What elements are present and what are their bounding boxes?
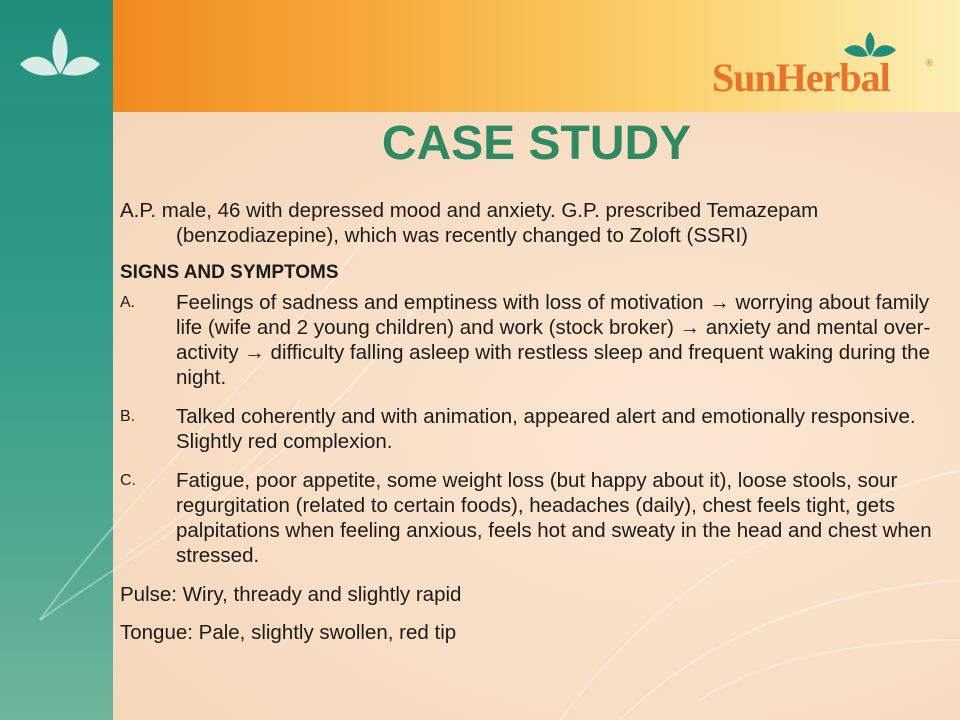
page-title: CASE STUDY: [381, 117, 692, 170]
tongue-line: Tongue: Pale, slightly swollen, red tip: [120, 621, 457, 644]
item-text: Fatigue, poor appetite, some weight loss (but happy about it), loose stools, sour regurgitation (related to certain foods), headaches (daily), chest feels tight, gets palpitations when feeling anxious, feels hot and sweaty in the head and chest when stressed.: [176, 469, 932, 567]
item-letter: B.: [120, 408, 136, 425]
item-letter: A.: [120, 294, 136, 311]
logo-registered-mark: ®: [926, 58, 933, 68]
symptom-item-a: [120, 290, 940, 390]
signs-heading: SIGNS AND SYMPTOMS: [120, 262, 339, 283]
case-content: [120, 198, 940, 658]
item-letter: C.: [120, 472, 136, 489]
symptom-item-c: [120, 468, 940, 568]
sunherbal-logo: [712, 30, 937, 100]
leaf-sprig-icon: [14, 24, 106, 84]
item-text: Talked coherently and with animation, appeared alert and emotionally responsive. Slightly red complexion.: [176, 405, 916, 453]
item-text: Feelings of sadness and emptiness with loss of motivation → worrying about family life (wife and 2 young children) and work (stock broker) → anxiety and mental over-activity → difficulty falling asleep with restless sleep and frequent waking during the night.: [176, 291, 931, 389]
pulse-line: Pulse: Wiry, thready and slightly rapid: [120, 583, 462, 606]
logo-text: SunHerbal: [712, 55, 890, 100]
intro-paragraph: A.P. male, 46 with depressed mood and anxiety. G.P. prescribed Temazepam (benzodiazepine), which was recently changed to Zoloft (SSRI): [120, 199, 819, 247]
symptom-item-b: [120, 404, 940, 454]
